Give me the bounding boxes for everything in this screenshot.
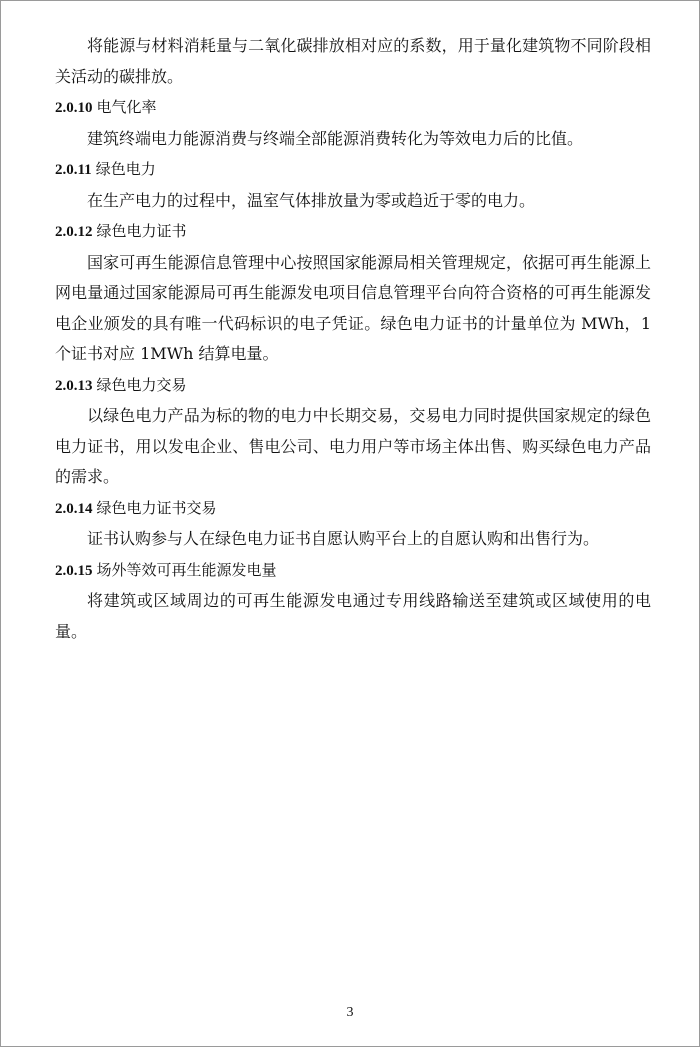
section-number: 2.0.14 (55, 500, 93, 517)
section-2-0-13 (55, 370, 651, 493)
section-heading (55, 216, 651, 248)
section-definition: 建筑终端电力能源消费与终端全部能源消费转化为等效电力后的比值。 (87, 128, 584, 148)
section-title: 绿色电力证书 (96, 222, 187, 240)
section-2-0-12 (55, 216, 651, 370)
section-number: 2.0.11 (55, 162, 92, 178)
section-2-0-15 (55, 555, 651, 648)
section-number: 2.0.12 (55, 224, 93, 240)
section-heading (55, 493, 651, 525)
section-2-0-10 (55, 92, 651, 154)
section-definition: 国家可再生能源信息管理中心按照国家能源局相关管理规定，依据可再生能源上网电量通过国家能源局可再生能源发电项目信息管理平台向符合资格的可再生能源发电企业颁发的具有唯一代码标识的电子凭证。绿色电力证书的计量单位为 MWh，1 个证书对应 1MWh 结算电量。 (55, 252, 651, 363)
section-definition: 在生产电力的过程中，温室气体排放量为零或趋近于零的电力。 (87, 190, 536, 210)
page-content (55, 31, 651, 647)
section-2-0-11 (55, 154, 651, 216)
section-heading (55, 555, 651, 587)
section-title: 绿色电力交易 (96, 375, 187, 394)
section-heading (55, 370, 651, 402)
section-definition: 证书认购参与人在绿色电力证书自愿认购平台上的自愿认购和出售行为。 (87, 529, 600, 548)
intro-paragraph: 将能源与材料消耗量与二氧化碳排放相对应的系数，用于量化建筑物不同阶段相关活动的碳排放。 (55, 36, 651, 86)
section-number: 2.0.10 (55, 100, 93, 116)
section-title: 绿色电力证书交易 (96, 498, 217, 517)
section-title: 绿色电力 (95, 160, 156, 178)
section-definition: 将建筑或区域周边的可再生能源发电通过专用线路输送至建筑或区域使用的电量。 (55, 591, 651, 641)
section-heading (55, 154, 651, 186)
section-2-0-14 (55, 493, 651, 555)
section-heading (55, 92, 651, 124)
section-definition: 以绿色电力产品为标的物的电力中长期交易，交易电力同时提供国家规定的绿色电力证书，用以发电企业、售电公司、电力用户等市场主体出售、购买绿色电力产品的需求。 (55, 406, 651, 486)
section-title: 电气化率 (96, 98, 157, 116)
section-number: 2.0.13 (55, 377, 93, 394)
section-title: 场外等效可再生能源发电量 (96, 560, 277, 579)
page-number: 3 (346, 1005, 354, 1020)
section-number: 2.0.15 (55, 562, 93, 579)
